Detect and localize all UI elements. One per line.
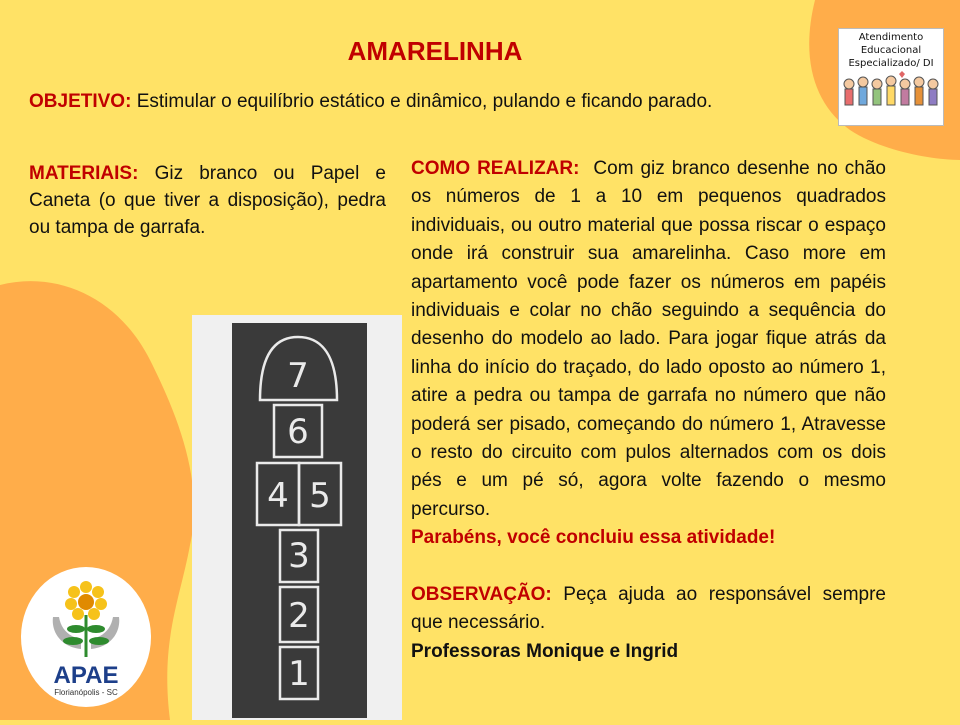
como-realizar-text: Com giz branco desenhe no chão os números de 1 a 10 em pequenos quadrados individuais, ou outro material que possa riscar o espaço onde irá construir sua amarelinha. Caso more em apartamento você pode fazer os números em papéis individuais e colar no chão seguindo a sequência do desenho do modelo ao lado. Para jogar fique atrás da linha do início do traçado, do lado oposto ao número 1, atire a pedra ou tampa de garrafa no número que não poderá ser pisado, começando do número 1, Atravesse o resto do circuito com pulos alternados com os dois pés e um pé só, agora volte fazendo o mesmo percurso. — [411, 158, 886, 520]
hop-number-5: 5 — [309, 476, 331, 516]
hop-number-4: 4 — [267, 476, 289, 516]
observacao-label: OBSERVAÇÃO: — [411, 583, 552, 605]
apae-logo-graphic — [21, 567, 151, 707]
apae-logo — [21, 567, 151, 707]
objetivo-label: OBJETIVO: — [29, 91, 132, 112]
como-realizar-paragraph — [411, 155, 886, 524]
materiais-paragraph — [29, 160, 386, 241]
badge-line: Educacional — [860, 45, 922, 56]
children-drawing-icon — [839, 70, 943, 120]
hop-number-3: 3 — [288, 536, 310, 576]
materiais-label: MATERIAIS: — [29, 163, 139, 184]
spacer — [411, 553, 886, 581]
observacao-text: Peça ajuda ao responsável sempre que necessário. — [411, 583, 886, 634]
badge-text — [839, 29, 943, 70]
como-realizar-section — [411, 155, 886, 666]
hop-number-2: 2 — [288, 596, 310, 636]
congrats-text: Parabéns, você concluiu essa atividade! — [411, 527, 776, 549]
signature: Professoras Monique e Ingrid — [411, 640, 679, 662]
hopscotch-drawing — [192, 315, 402, 720]
page-title: AMARELINHA — [347, 36, 523, 66]
hop-number-6: 6 — [287, 412, 309, 452]
como-realizar-label: COMO REALIZAR: — [411, 158, 580, 179]
apae-city: Florianópolis - SC — [54, 688, 118, 697]
materiais-text: Giz branco ou Papel e Caneta (o que tiver a disposição), pedra ou tampa de garrafa. — [29, 163, 386, 238]
objetivo-text: Estimular o equilíbrio estático e dinâmico, pulando e ficando parado. — [136, 91, 713, 112]
objetivo-paragraph — [29, 88, 771, 115]
flower-icon — [53, 581, 120, 657]
aee-badge — [838, 28, 944, 126]
badge-line: Atendimento — [858, 32, 924, 43]
observacao-paragraph — [411, 581, 886, 638]
hop-number-1: 1 — [288, 654, 310, 694]
badge-line: Especializado/ DI — [848, 58, 934, 69]
hopscotch-image — [192, 315, 402, 720]
hop-number-7: 7 — [287, 356, 309, 396]
apae-name: APAE — [53, 662, 119, 689]
